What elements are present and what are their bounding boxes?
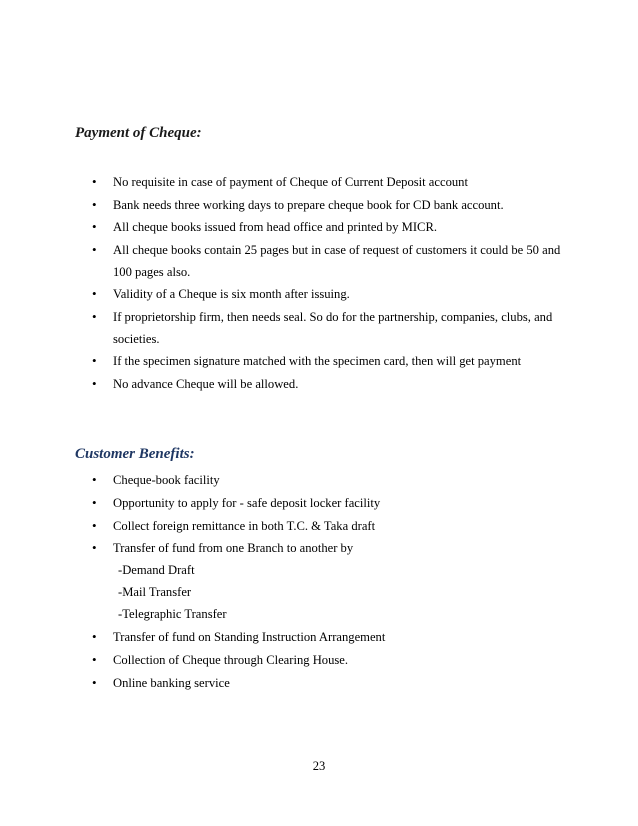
list-item-text: Collect foreign remittance in both T.C. & Taka draft <box>113 518 376 533</box>
list-item <box>0 537 385 625</box>
bullet-icon: • <box>92 540 97 556</box>
bullet-icon: • <box>92 308 97 324</box>
list-item <box>0 194 560 216</box>
list-item <box>0 626 385 648</box>
list-item-text: Opportunity to apply for - safe deposit locker facility <box>113 495 381 510</box>
bullet-icon: • <box>92 174 97 189</box>
list-item-text: If the specimen signature matched with the specimen card, then will get payment <box>113 354 522 368</box>
bullet-icon: • <box>92 353 97 368</box>
bullet-icon: • <box>92 375 97 391</box>
list-item <box>0 373 560 395</box>
list-item-text: Transfer of fund on Standing Instruction Arrangement <box>113 630 386 645</box>
section-heading-payment-of-cheque: Payment of Cheque: <box>75 125 202 141</box>
list-item <box>0 672 385 694</box>
sub-list-item: -Mail Transfer <box>118 585 192 600</box>
bullet-icon: • <box>92 472 97 487</box>
page-number: 23 <box>312 759 326 773</box>
customer-benefits-list <box>0 469 385 695</box>
bullet-icon: • <box>92 494 97 510</box>
list-item-text: 100 pages also. <box>113 264 191 279</box>
list-item <box>0 492 385 514</box>
list-item-text: If proprietorship firm, then needs seal. So do for the partnership, companies, clubs, and <box>113 309 553 324</box>
bullet-icon: • <box>92 241 97 257</box>
list-item <box>0 515 385 537</box>
list-item <box>0 350 560 372</box>
list-item <box>0 239 560 283</box>
list-item <box>0 216 560 238</box>
list-item-text: Validity of a Cheque is six month after issuing. <box>113 287 350 301</box>
list-item <box>0 171 560 193</box>
list-item-text: societies. <box>113 331 160 346</box>
bullet-icon: • <box>92 517 97 533</box>
list-item <box>0 469 385 491</box>
section-heading-customer-benefits: Customer Benefits: <box>75 446 195 462</box>
sub-list-item: -Demand Draft <box>118 563 195 578</box>
bullet-icon: • <box>92 674 97 690</box>
bullet-icon: • <box>92 286 97 301</box>
payment-of-cheque-list <box>0 171 560 395</box>
list-item-text: Online banking service <box>113 675 230 690</box>
list-item-text: Bank needs three working days to prepare cheque book for CD bank account. <box>113 197 504 212</box>
list-item-text: Cheque-book facility <box>113 473 220 487</box>
list-item-text: No advance Cheque will be allowed. <box>113 376 299 391</box>
list-item <box>0 283 560 305</box>
list-item-text: All cheque books issued from head office and printed by MICR. <box>113 220 437 234</box>
sub-list-item: -Telegraphic Transfer <box>118 607 227 622</box>
list-item-text: All cheque books contain 25 pages but in case of request of customers it could be 50 and <box>113 242 561 257</box>
bullet-icon: • <box>92 219 97 234</box>
list-item-text: Transfer of fund from one Branch to another by <box>113 541 354 556</box>
list-item-text: No requisite in case of payment of Cheque of Current Deposit account <box>113 175 468 189</box>
bullet-icon: • <box>92 629 97 645</box>
list-item <box>0 306 560 350</box>
list-item-text: Collection of Cheque through Clearing House. <box>113 652 349 667</box>
bullet-icon: • <box>92 196 97 212</box>
list-item <box>0 649 385 671</box>
bullet-icon: • <box>92 651 97 667</box>
